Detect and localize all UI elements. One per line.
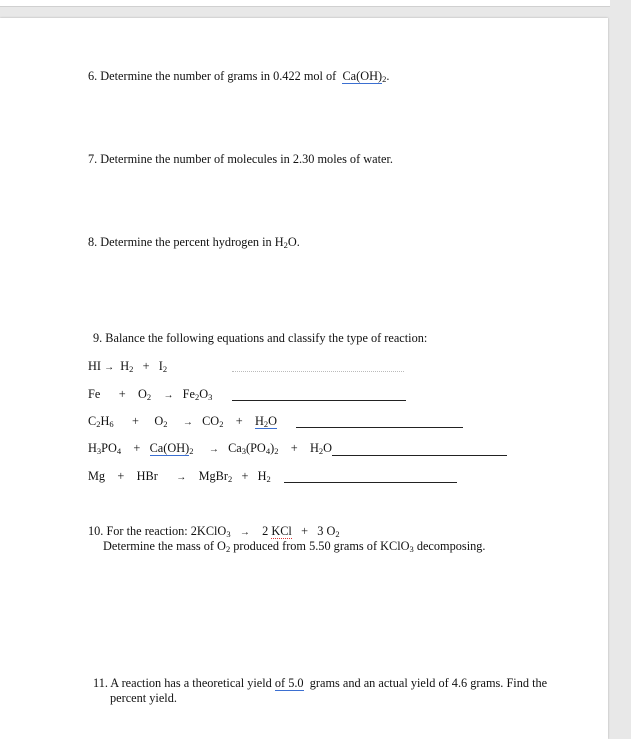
equation-5: Mg + HBr → MgBr$_2$ + $H_2$ [88, 469, 271, 484]
question-10-line-1: 10. For the reaction: 2KClO$_3$ → 2 KCl + 3 $O_2$ [88, 524, 340, 539]
reaction-arrow: → [104, 362, 115, 373]
equation-3: $C_2H_6$ + $O_2$ → $CO_2$ + $H_2O$ [88, 414, 278, 429]
potassium-chloride-formula: KCl [271, 524, 292, 538]
document-page [0, 18, 608, 739]
question-7: 7. Determine the number of molecules in 2.30 moles of water. [88, 152, 393, 166]
previous-page-edge [0, 0, 610, 7]
equation-1: HI → $H_2$ + $I_2$ [88, 359, 168, 374]
calcium-hydroxide-reactant: Ca(OH) [149, 441, 190, 455]
answer-blank-3[interactable] [296, 427, 463, 428]
question-11-line-1: 11. A reaction has a theoretical yield of 5.0 grams and an actual yield of 4.6 grams. Find the [93, 676, 548, 690]
equation-4: $H_3PO_4$ + $Ca(OH)_2$ → $Ca_3(PO_4)_2$ + $H_2O$ [88, 441, 332, 456]
question-8: 8. Determine the percent hydrogen in $H_2O$. [88, 235, 300, 250]
theoretical-yield-value: of 5.0 [274, 676, 304, 690]
answer-blank-1[interactable] [232, 371, 404, 372]
answer-blank-4[interactable] [332, 455, 507, 456]
calcium-hydroxide-formula: Ca(OH) [342, 69, 383, 83]
equation-2: Fe + $O_2$ → $Fe_2O_3$ [88, 387, 213, 402]
question-11-line-2: percent yield. [110, 691, 177, 705]
question-10-line-2: Determine the mass of $O_2$ produced from 5.50 grams of KClO$_3$ decomposing. [103, 539, 486, 554]
question-9: 9. Balance the following equations and classify the type of reaction: [93, 331, 428, 345]
question-6: 6. Determine the number of grams in 0.422 mol of $Ca(OH)_2$. [88, 69, 390, 84]
water-formula: $H_2O$ [254, 414, 278, 429]
answer-blank-2[interactable] [232, 400, 406, 401]
answer-blank-5[interactable] [284, 482, 457, 483]
